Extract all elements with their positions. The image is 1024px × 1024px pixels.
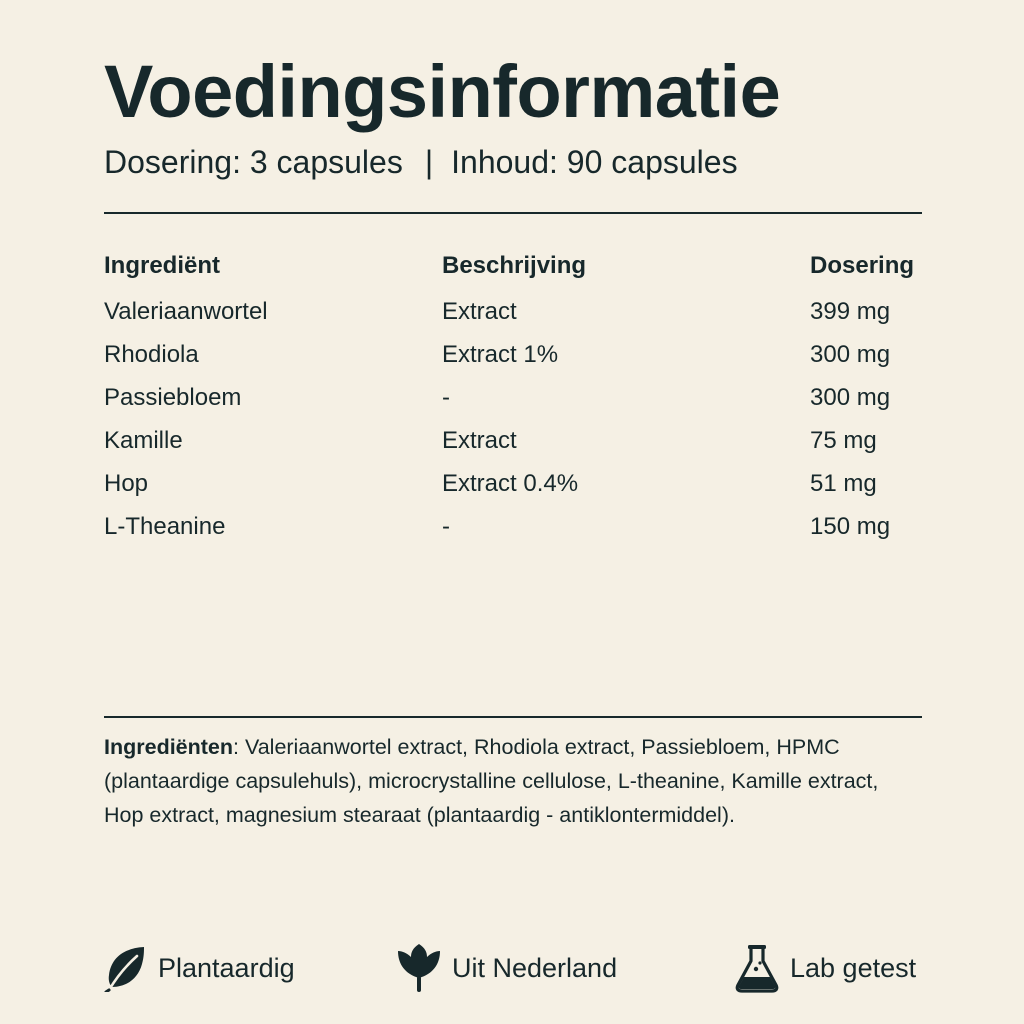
cell-ingredient: Hop xyxy=(104,470,149,497)
page-title: Voedingsinformatie xyxy=(104,50,781,133)
header-ingredient: Ingrediënt xyxy=(104,252,221,279)
cell-description: - xyxy=(442,384,450,411)
cell-dosage: 300 mg xyxy=(810,384,891,411)
feature-plant-based xyxy=(104,940,295,996)
content-info: Inhoud: 90 capsules xyxy=(451,144,738,180)
divider-bottom xyxy=(104,716,922,718)
feature-label: Uit Nederland xyxy=(452,952,618,983)
feature-badges xyxy=(104,940,922,996)
subtitle-separator: | xyxy=(424,144,434,180)
feature-netherlands xyxy=(396,940,617,996)
cell-ingredient: Rhodiola xyxy=(104,341,199,368)
cell-dosage: 300 mg xyxy=(810,341,891,368)
table-row xyxy=(104,339,922,382)
dosage-info: Dosering: 3 capsules xyxy=(104,144,403,180)
table-row xyxy=(104,425,922,468)
nutrition-panel xyxy=(104,0,922,1024)
feature-label: Lab getest xyxy=(790,952,917,983)
table-row xyxy=(104,296,922,339)
feature-lab-tested xyxy=(734,940,916,996)
cell-dosage: 75 mg xyxy=(810,427,877,454)
cell-description: Extract xyxy=(442,427,517,454)
nutrition-table xyxy=(104,250,922,554)
cell-dosage: 150 mg xyxy=(810,513,891,540)
ingredients-text: : Valeriaanwortel extract, Rhodiola extract, Passiebloem, HPMC (plantaardige capsulehuls), microcrystalline cellulose, L-theanine, Kamille extract, Hop extract, magnesium stearaat (plantaardig - antiklontermiddel). xyxy=(104,735,879,827)
ingredients-label: Ingrediënten xyxy=(104,735,234,759)
cell-ingredient: Kamille xyxy=(104,427,183,454)
cell-dosage: 51 mg xyxy=(810,470,877,497)
cell-ingredient: Valeriaanwortel xyxy=(104,298,268,325)
header-dosage: Dosering xyxy=(810,252,915,279)
cell-description: - xyxy=(442,513,450,540)
leaf-icon xyxy=(104,944,148,992)
cell-description: Extract 0.4% xyxy=(442,470,579,497)
cell-description: Extract 1% xyxy=(442,341,559,368)
header-description: Beschrijving xyxy=(442,252,587,279)
cell-dosage: 399 mg xyxy=(810,298,891,325)
subtitle xyxy=(104,142,738,182)
feature-label: Plantaardig xyxy=(158,952,295,983)
flask-icon xyxy=(734,943,780,993)
divider-top xyxy=(104,212,922,214)
cell-ingredient: L-Theanine xyxy=(104,513,226,540)
table-header xyxy=(104,250,922,296)
cell-ingredient: Passiebloem xyxy=(104,384,242,411)
tulip-icon xyxy=(396,942,442,994)
table-row xyxy=(104,468,922,511)
cell-description: Extract xyxy=(442,298,517,325)
ingredients-list xyxy=(104,730,922,832)
table-row xyxy=(104,382,922,425)
table-row xyxy=(104,511,922,554)
